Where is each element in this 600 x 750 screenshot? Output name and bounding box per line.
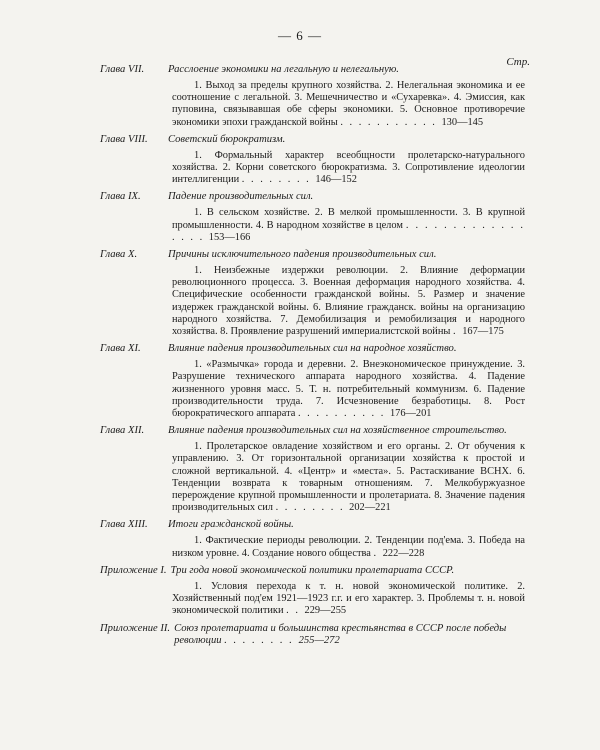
chapter-label: Глава IX. — [100, 191, 141, 203]
toc-entry-chapter-10: Глава X. Причины исключительного падения производительных сил. 1. Неизбежные издержки революции. 2. Влияние деформации революционного процесса. 3. Военная деформация народного хозяйства. 4. Специфические особенности гражданской войны. 5. Размер и значение издержек гражданской войны. 6. Влияние гражданск. войны на организацию народного хозяйства. 7. Демобилизация и ремобилизация и народного хозяйства. 8. Проявление разрушений империалистской войны . 167—175 — [100, 249, 525, 338]
chapter-pages: 202—221 — [349, 502, 391, 514]
page-number: — 6 — — [278, 28, 322, 43]
toc-entry-chapter-13: Глава XIII. Итоги гражданской войны. 1. Фактические периоды революции. 2. Тенденции под'ема. 3. Победа на низком уровне. 4. Создание нового общества . 222—228 — [100, 519, 525, 559]
chapter-title: Советский бюрократизм. — [168, 133, 286, 145]
chapter-label: Глава X. — [100, 249, 138, 261]
chapter-label: Глава VII. — [100, 64, 145, 75]
chapter-pages: 146—152 — [315, 174, 357, 186]
chapter-summary: 1. В сельском хозяйстве. 2. В мелкой промышленности. 3. В крупной промышленности. 4. В народном хозяйстве в целом — [172, 207, 525, 231]
chapter-label: Глава VIII. — [100, 133, 148, 145]
chapter-title: Причины исключительного падения производительных сил. — [168, 249, 437, 261]
chapter-title: Влияние падения производительных сил на народное хозяйство. — [168, 343, 457, 355]
toc-entry-appendix-2: Приложение II. Союз пролетариата и большинства крестьянства в СССР после победы революции . . . . . . . . 255—272 — [100, 622, 507, 646]
appendix-label: Приложение I. — [100, 564, 167, 576]
chapter-summary: 1. Пролетарское овладение хозяйством и его органы. 2. От обучения к управлению. 3. От горизонтальной организации хозяйства к простой и сложной вертикальной. 4. «Центр» и «места». 5. Растаскивание ВСНХ. 6. Тенденции возврата к товарным отношениям. 7. Мелкобуржуазное перерождение крупной промышленности и пролетариата. 8. Значение падения производительных сил — [172, 441, 525, 514]
appendix-title: Союз пролетариата и большинства крестьянства в СССР после победы революции — [174, 622, 507, 646]
chapter-label: Глава XIII. — [100, 519, 148, 531]
chapter-pages: 153—166 — [208, 231, 251, 243]
chapter-summary: 1. «Размычка» города и деревни. 2. Внеэкономическое принуждение. 3. Разрушение технического аппарата народного хозяйства. 4. Падение жизненного уровня масс. 5. Т. н. потребительный коммунизм. 6. Падение производительности труда. 7. Исчезновение безработицы. 8. Рост бюрократического аппарата — [172, 359, 525, 420]
chapter-pages: 222—228 — [382, 547, 425, 559]
chapter-title: Падение производительных сил. — [168, 191, 314, 203]
chapter-title: Итоги гражданской войны. — [168, 519, 294, 531]
toc-entry-appendix-1: Приложение I. Три года новой экономической политики пролетариата СССР. 1. Условия перехода к т. н. новой экономической политике. 2. Хозяйственный под'ем 1921—1923 г.г. и его характер. 3. Проблемы т. н. новой экономической политики . . 229—255 — [100, 564, 525, 617]
chapter-pages: 176—201 — [389, 408, 432, 420]
appendix-label: Приложение II. — [100, 622, 171, 634]
toc-entry-chapter-11: Глава XI. Влияние падения производительных сил на народное хозяйство. 1. «Размычка» города и деревни. 2. Внеэкономическое принуждение. 3. Разрушение технического аппарата народного хозяйства. 4. Падение жизненного уровня масс. 5. Т. н. потребительный коммунизм. 6. Падение производительности труда. 7. Исчезновение безработицы. 8. Рост бюрократического аппарата . . . . . . . . . . 176—201 — [100, 343, 525, 420]
toc-entry-chapter-9: Глава IX. Падение производительных сил. 1. В сельском хозяйстве. 2. В мелкой промышленности. 3. В крупной промышленности. 4. В народном хозяйстве в целом . . . . . . . . . . . . . . . . . 153—166 — [100, 191, 525, 243]
chapter-title: Влияние падения производительных сил на хозяйственное строительство. — [168, 425, 507, 437]
chapter-summary: 1. Фактические периоды революции. 2. Тенденции под'ема. 3. Победа на низком уровне. 4. Создание нового общества — [172, 535, 525, 559]
chapter-label: Глава XII. — [100, 425, 145, 437]
toc-entry-chapter-12: Глава XII. Влияние падения производительных сил на хозяйственное строительство. 1. Пролетарское овладение хозяйством и его органы. 2. От обучения к управлению. 3. От горизонтальной организации хозяйства к простой и сложной вертикальной. 4. «Центр» и «места». 5. Растаскивание ВСНХ. 6. Тенденции возврата к товарным отношениям. 7. Мелкобуржуазное перерождение крупной промышленности и пролетариата. 8. Значение падения производительных сил . . . . . . . . 202—221 — [100, 425, 525, 514]
toc-entry-chapter-7: Глава VII. Расслоение экономики на легальную и нелегальную. 1. Выход за пределы крупного хозяйства. 2. Нелегальная экономика и ее соотношение с легальной. 3. Мешечничество и «Сухаревка». 4. Эмиссия, как пуповина, связывавшая обе сферы экономики. 5. Основное противоречие экономики эпохи гражданской войны . . . . . . . . . . . 130—145 — [100, 64, 525, 128]
table-of-contents — [100, 64, 525, 652]
toc-entry-chapter-8: Глава VIII. Советский бюрократизм. 1. Формальный характер всеобщности пролетарско-натурального хозяйства. 2. Корни советского бюрократизма. 3. Сопротивление идеологии интеллигенции . . . . . . . . 146—152 — [100, 133, 525, 186]
page-column-header: Стр. — [506, 56, 530, 68]
appendix-pages: 255—272 — [298, 634, 340, 646]
chapter-summary: 1. Неизбежные издержки революции. 2. Влияние деформации революционного процесса. 3. Военная деформация народного хозяйства. 4. Специфические особенности гражданской войны. 5. Размер и значение издержек гражданской войны. 6. Влияние гражданск. войны на организацию народного хозяйства. 7. Демобилизация и ремобилизация и народного хозяйства. 8. Проявление разрушений империалистской войны — [172, 265, 525, 338]
appendix-summary: 1. Условия перехода к т. н. новой экономической политике. 2. Хозяйственный под'ем 1921—1923 г.г. и его характер. 3. Проблемы т. н. новой экономической политики — [172, 580, 525, 617]
chapter-summary: 1. Выход за пределы крупного хозяйства. 2. Нелегальная экономика и ее соотношение с легальной. 3. Мешечничество и «Сухаревка». 4. Эмиссия, как пуповина, связывавшая обе сферы экономики. 5. Основное противоречие экономики эпохи гражданской войны — [172, 80, 525, 128]
chapter-summary: 1. Формальный характер всеобщности пролетарско-натурального хозяйства. 2. Корни советского бюрократизма. 3. Сопротивление идеологии интеллигенции — [172, 149, 525, 186]
chapter-pages: 167—175 — [462, 326, 504, 338]
appendix-pages: 229—255 — [304, 605, 347, 617]
chapter-title: Расслоение экономики на легальную и нелегальную. — [168, 64, 399, 75]
appendix-title: Три года новой экономической политики пролетариата СССР. — [170, 564, 455, 576]
chapter-label: Глава XI. — [100, 343, 141, 355]
chapter-pages: 130—145 — [441, 116, 484, 128]
